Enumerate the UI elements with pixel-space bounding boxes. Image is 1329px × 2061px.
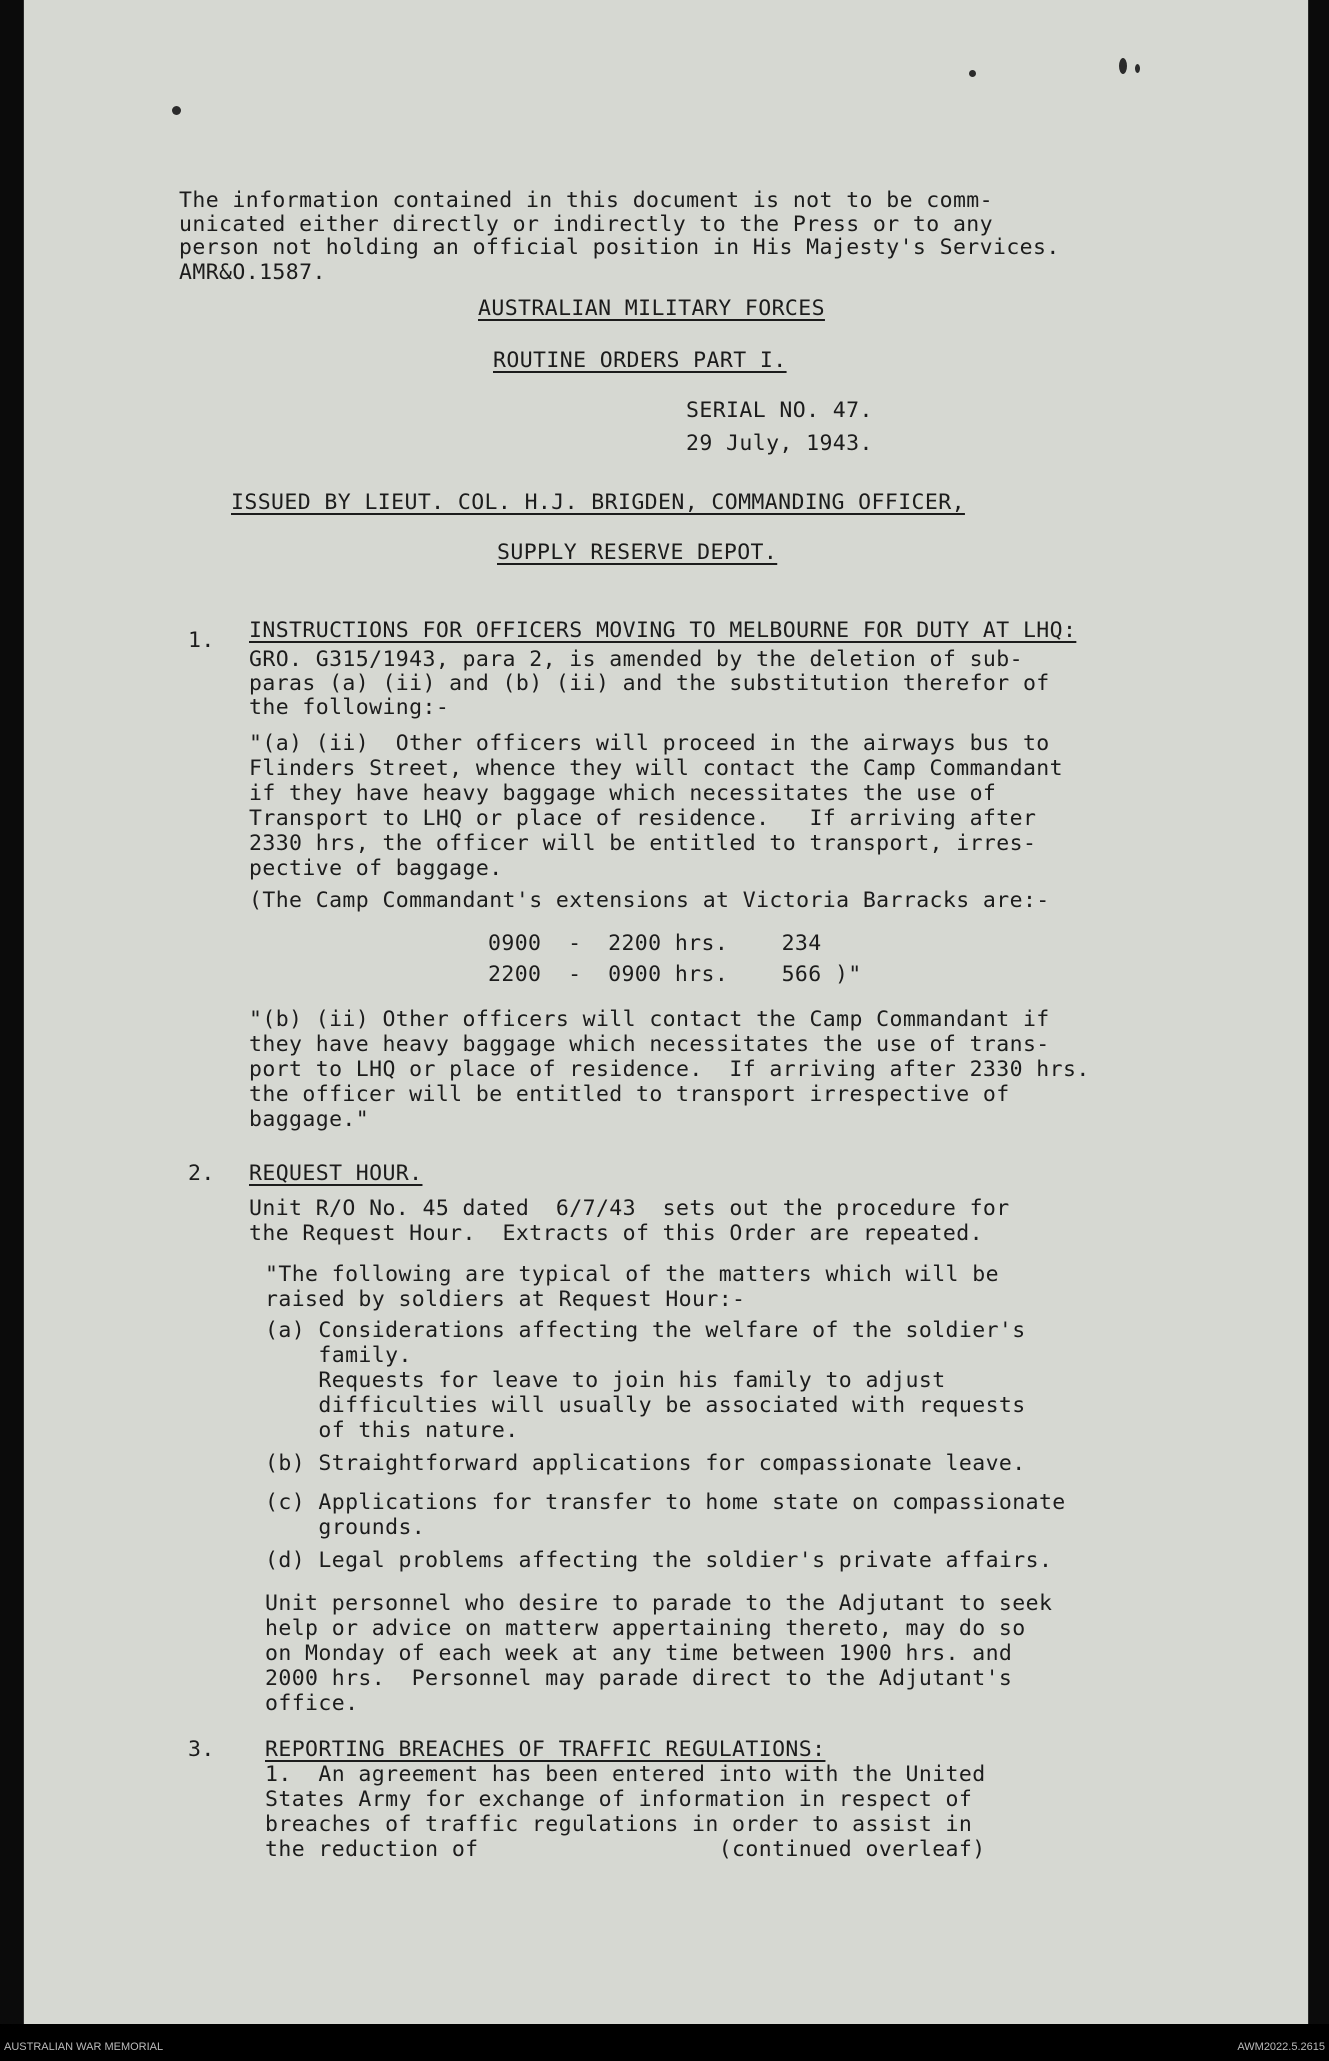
- quote-b-line: they have heavy baggage which necessitates the use of trans-: [249, 1032, 1050, 1057]
- section-2-quote-intro: "The following are typical of the matters which will be: [265, 1262, 999, 1287]
- serial-number: SERIAL NO. 47.: [686, 398, 873, 423]
- quote-b-line: "(b) (ii) Other officers will contact the Camp Commandant if: [249, 1007, 1050, 1032]
- section-1-line: GRO. G315/1943, para 2, is amended by the deletion of sub-: [249, 647, 1023, 672]
- unit-name: SUPPLY RESERVE DEPOT.: [497, 540, 778, 565]
- preamble-line: person not holding an official position in His Majesty's Services.: [179, 235, 1060, 260]
- extensions-note: (The Camp Commandant's extensions at Victoria Barracks are:-: [249, 888, 1050, 913]
- section-3-number: 3.: [188, 1737, 215, 1762]
- item-d: (d) Legal problems affecting the soldier's private affairs.: [265, 1548, 1053, 1573]
- footer-bar: [0, 2024, 1329, 2061]
- quote-a-line: pective of baggage.: [249, 856, 503, 881]
- quote-a-line: if they have heavy baggage which necessitates the use of: [249, 781, 997, 806]
- section-3-line: States Army for exchange of information in respect of: [265, 1787, 973, 1812]
- section-2-closing: office.: [265, 1691, 359, 1716]
- section-2-intro: Unit R/O No. 45 dated 6/7/43 sets out the procedure for: [249, 1196, 1010, 1221]
- item-b: (b) Straightforward applications for compassionate leave.: [265, 1451, 1026, 1476]
- section-3-title: REPORTING BREACHES OF TRAFFIC REGULATIONS:: [265, 1737, 826, 1762]
- section-3-line: the reduction of (continued overleaf): [265, 1837, 986, 1862]
- quote-b-line: the officer will be entitled to transport irrespective of: [249, 1082, 1010, 1107]
- item-a-line: (a) Considerations affecting the welfare of the soldier's: [265, 1318, 1026, 1343]
- section-1-line: paras (a) (ii) and (b) (ii) and the substitution therefor of: [249, 671, 1050, 696]
- document-date: 29 July, 1943.: [686, 431, 873, 456]
- section-1-number: 1.: [188, 628, 215, 653]
- extension-row: 2200 - 0900 hrs. 566 )": [488, 962, 862, 987]
- section-2-closing: help or advice on matterw appertaining thereto, may do so: [265, 1616, 1026, 1641]
- footer-credit-left: AUSTRALIAN WAR MEMORIAL: [4, 2041, 164, 2053]
- section-2-title: REQUEST HOUR.: [249, 1161, 423, 1186]
- section-2-quote-intro: raised by soldiers at Request Hour:-: [265, 1287, 746, 1312]
- item-c-line: grounds.: [265, 1515, 426, 1540]
- quote-a-line: "(a) (ii) Other officers will proceed in the airways bus to: [249, 731, 1050, 756]
- heading-forces: AUSTRALIAN MILITARY FORCES: [478, 296, 825, 321]
- footer-credit-right: AWM2022.5.2615: [1237, 2041, 1325, 2053]
- section-1-title: INSTRUCTIONS FOR OFFICERS MOVING TO MELBOURNE FOR DUTY AT LHQ:: [249, 618, 1077, 643]
- quote-a-line: Flinders Street, whence they will contact the Camp Commandant: [249, 756, 1063, 781]
- section-1-line: the following:-: [249, 695, 450, 720]
- stain-mark: [1135, 64, 1140, 73]
- item-c-line: (c) Applications for transfer to home state on compassionate: [265, 1490, 1066, 1515]
- section-2-number: 2.: [188, 1161, 215, 1186]
- extension-row: 0900 - 2200 hrs. 234: [488, 931, 822, 956]
- quote-a-line: 2330 hrs, the officer will be entitled to transport, irres-: [249, 831, 1037, 856]
- preamble-line: The information contained in this document is not to be comm-: [179, 188, 993, 213]
- item-a-line: of this nature.: [265, 1418, 519, 1443]
- section-2-intro: the Request Hour. Extracts of this Order are repeated.: [249, 1221, 983, 1246]
- section-3-line: breaches of traffic regulations in order to assist in: [265, 1812, 973, 1837]
- stain-mark: [969, 70, 976, 77]
- item-a-line: Requests for leave to join his family to adjust: [265, 1368, 946, 1393]
- quote-b-line: port to LHQ or place of residence. If arriving after 2330 hrs.: [249, 1057, 1090, 1082]
- section-2-closing: on Monday of each week at any time between 1900 hrs. and: [265, 1641, 1013, 1666]
- issued-by: ISSUED BY LIEUT. COL. H.J. BRIGDEN, COMMANDING OFFICER,: [231, 490, 965, 515]
- item-a-line: difficulties will usually be associated with requests: [265, 1393, 1026, 1418]
- stain-mark: [172, 106, 181, 115]
- section-2-closing: Unit personnel who desire to parade to the Adjutant to seek: [265, 1591, 1053, 1616]
- section-3-line: 1. An agreement has been entered into with the United: [265, 1762, 986, 1787]
- section-2-closing: 2000 hrs. Personnel may parade direct to the Adjutant's: [265, 1666, 1013, 1691]
- document-page: [24, 0, 1308, 2024]
- quote-a-line: Transport to LHQ or place of residence. If arriving after: [249, 806, 1037, 831]
- item-a-line: family.: [265, 1343, 412, 1368]
- quote-b-line: baggage.": [249, 1107, 370, 1132]
- preamble-reference: AMR&O.1587.: [179, 260, 326, 285]
- preamble-line: unicated either directly or indirectly to the Press or to any: [179, 212, 993, 237]
- stain-mark: [1119, 58, 1127, 74]
- heading-orders: ROUTINE ORDERS PART I.: [493, 348, 787, 373]
